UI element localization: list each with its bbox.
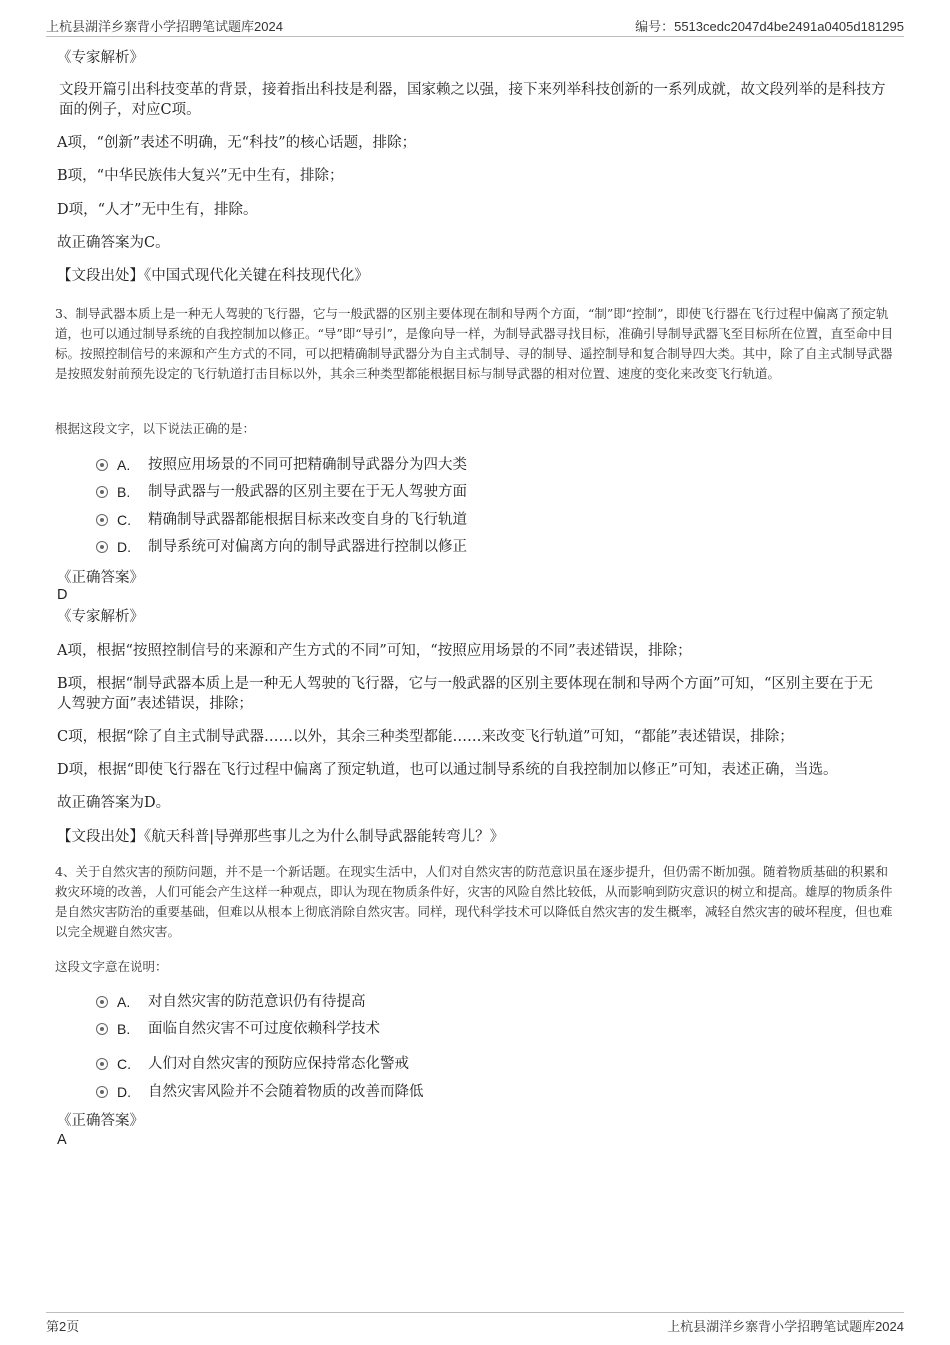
page-header <box>46 14 904 37</box>
answer-value: D <box>57 587 68 603</box>
radio-icon[interactable] <box>96 1058 108 1070</box>
question-4-prompt: 这段文字意在说明： <box>55 959 168 974</box>
analysis-conclusion: 故正确答案为C。 <box>57 235 170 251</box>
analysis-line-b: B项，“中华民族伟大复兴”无中生有，排除； <box>57 168 344 184</box>
page-number: 第2页 <box>46 1319 80 1334</box>
header-serial: 编号：5513cedc2047d4be2491a0405d181295 <box>635 19 904 34</box>
analysis-line-b: B项，根据“制导武器本质上是一种无人驾驶的飞行器，它与一般武器的区别主要体现在制和导两个方面”可知，“区别主要在于无人驾驶方面”表述错误，排除； <box>57 676 873 712</box>
option-text: 面临自然灾害不可过度依赖科学技术 <box>148 1021 380 1037</box>
header-title: 上杭县湖洋乡寨背小学招聘笔试题库2024 <box>46 19 283 34</box>
analysis-label: 《专家解析》 <box>57 50 144 66</box>
option-letter: A. <box>117 994 131 1010</box>
analysis-intro: 文段开篇引出科技变革的背景，接着指出科技是利器，国家赖之以强，接下来列举科技创新的一系列成就，故文段列举的是科技方面的例子，对应C项。 <box>59 82 886 118</box>
answer-value: A <box>57 1132 67 1148</box>
option-letter: D. <box>117 1084 131 1100</box>
radio-icon[interactable] <box>96 486 108 498</box>
option-text: 按照应用场景的不同可把精确制导武器分为四大类 <box>148 457 467 473</box>
footer-title: 上杭县湖洋乡寨背小学招聘笔试题库2024 <box>667 1319 904 1334</box>
option-letter: C. <box>117 1056 131 1072</box>
source-citation: 【文段出处】《航天科普|导弹那些事儿之为什么制导武器能转弯儿？》 <box>57 829 505 845</box>
page-footer <box>46 1312 904 1335</box>
option-letter: D. <box>117 539 131 555</box>
answer-label: 《正确答案》 <box>57 1113 144 1129</box>
analysis-conclusion: 故正确答案为D。 <box>57 795 171 811</box>
option-letter: A. <box>117 457 131 473</box>
question-3-stem: 3、制导武器本质上是一种无人驾驶的飞行器，它与一般武器的区别主要体现在制和导两个方面，“制”即“控制”，即使飞行器在飞行过程中偏离了预定轨道，也可以通过制导系统的自我控制加以修正。“导”即“导引”，是像向导一样，为制导武器寻找目标，准确引导制导武器飞至目标所在位置，直至命中目标。按照控制信号的来源和产生方式的不同，可以把精确制导武器分为自主式制导、寻的制导、遥控制导和复合制导四大类。其中，除了自主式制导武器是按照发射前预先设定的飞行轨道打击目标以外，其余三种类型都能根据目标与制导武器的相对位置、速度的变化来改变飞行轨道。 <box>55 306 894 381</box>
option-text: 制导武器与一般武器的区别主要在于无人驾驶方面 <box>148 484 467 500</box>
option-text: 自然灾害风险并不会随着物质的改善而降低 <box>148 1084 424 1100</box>
radio-icon[interactable] <box>96 996 108 1008</box>
analysis-line-d: D项，“人才”无中生有，排除。 <box>57 202 258 218</box>
option-text: 人们对自然灾害的预防应保持常态化警戒 <box>148 1056 409 1072</box>
answer-label: 《正确答案》 <box>57 570 144 586</box>
option-text: 对自然灾害的防范意识仍有待提高 <box>148 994 366 1010</box>
question-3-prompt: 根据这段文字，以下说法正确的是： <box>55 421 256 436</box>
analysis-line-c: C项，根据“除了自主式制导武器……以外，其余三种类型都能……来改变飞行轨道”可知，“都能”表述错误，排除； <box>57 729 794 745</box>
analysis-line-a: A项，“创新”表述不明确，无“科技”的核心话题，排除； <box>57 135 417 151</box>
option-text: 精确制导武器都能根据目标来改变自身的飞行轨道 <box>148 512 467 528</box>
radio-icon[interactable] <box>96 514 108 526</box>
option-text: 制导系统可对偏离方向的制导武器进行控制以修正 <box>148 539 467 555</box>
radio-icon[interactable] <box>96 541 108 553</box>
option-letter: C. <box>117 512 131 528</box>
analysis-label: 《专家解析》 <box>57 609 144 625</box>
source-citation: 【文段出处】《中国式现代化关键在科技现代化》 <box>57 268 369 284</box>
option-letter: B. <box>117 1021 131 1037</box>
radio-icon[interactable] <box>96 1086 108 1098</box>
analysis-line-a: A项，根据“按照控制信号的来源和产生方式的不同”可知，“按照应用场景的不同”表述错误，排除； <box>57 643 692 659</box>
radio-icon[interactable] <box>96 459 108 471</box>
analysis-line-d: D项，根据“即使飞行器在飞行过程中偏离了预定轨道，也可以通过制导系统的自我控制加以修正”可知，表述正确，当选。 <box>57 762 838 778</box>
question-4-stem: 4、关于自然灾害的预防问题，并不是一个新话题。在现实生活中，人们对自然灾害的防范意识虽在逐步提升，但仍需不断加强。随着物质基础的积累和救灾环境的改善，人们可能会产生这样一种观点，即认为现在物质条件好，灾害的风险自然比较低，从而影响到防灾意识的树立和提高。雄厚的物质条件是自然灾害防治的重要基础，但难以从根本上彻底消除自然灾害。同样，现代科学技术可以降低自然灾害的发生概率，减轻自然灾害的破坏程度，但也难以完全规避自然灾害。 <box>55 864 893 939</box>
option-letter: B. <box>117 484 131 500</box>
radio-icon[interactable] <box>96 1023 108 1035</box>
